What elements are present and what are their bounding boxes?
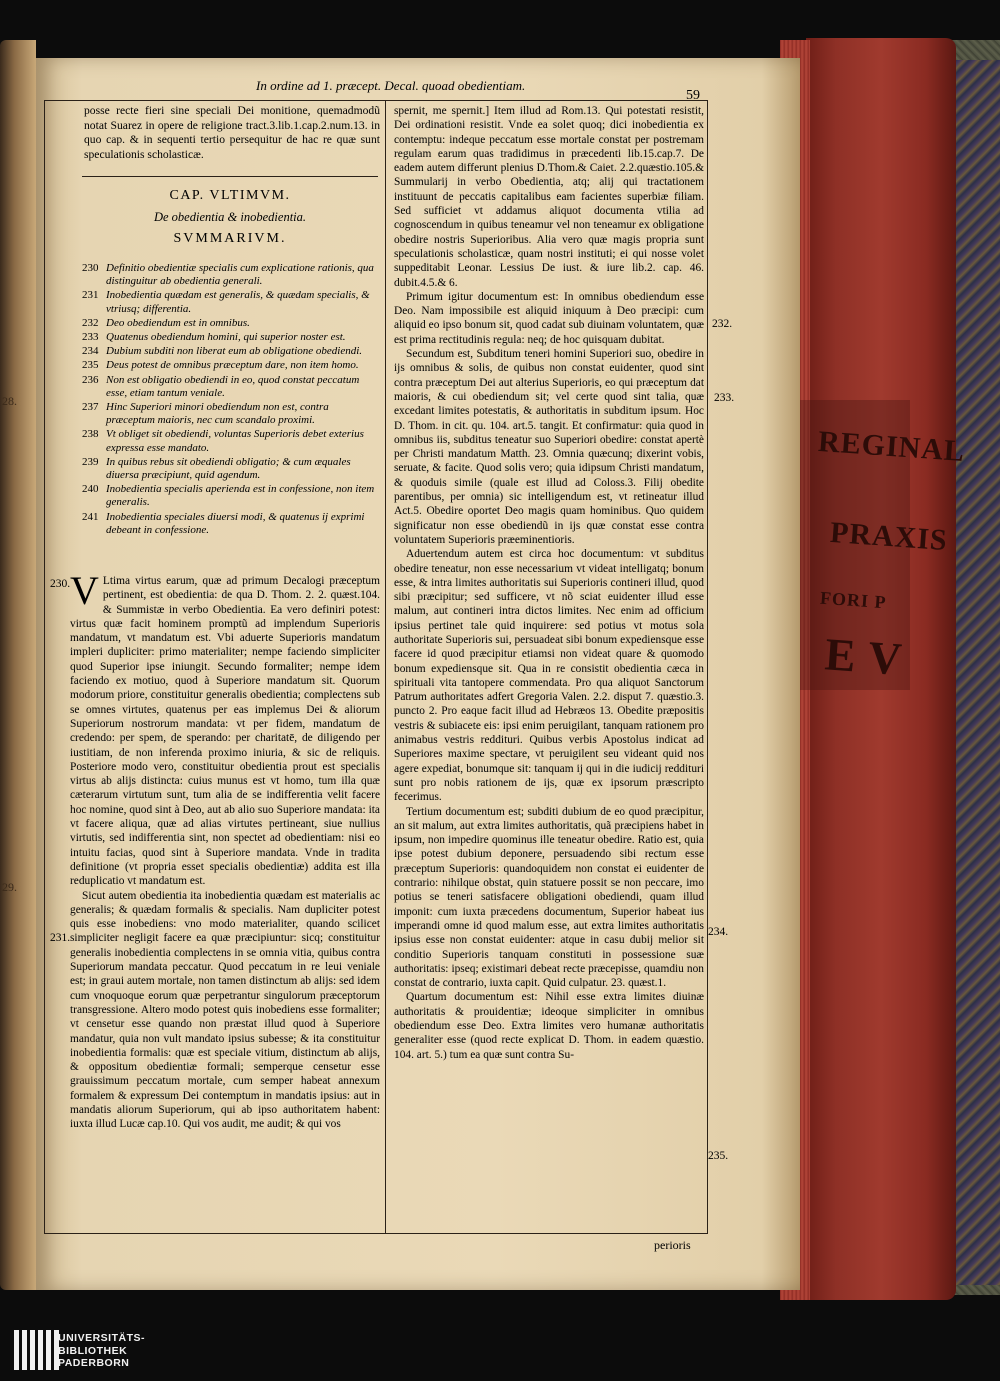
summary-text: Quatenus obediendum homini, qui superior noster est. — [106, 331, 346, 344]
summary-number: 241 — [82, 510, 99, 523]
chapter-heading — [90, 188, 370, 247]
paragraph: Sicut autem obedientia ita inobedientia quædam est materialis ac generalis; & quædam formalis & specialis. Nam dupliciter potest quis esse inobediens: vno modo materialiter, quando scilicet simpliciter negligit facere ea quæ præcipiuntur: sicq; constituitur generalis inobedientia complectens in se omnia vitia, quibus contra Superiorum mandata peccatur. Quod peccatum in re leui veniale est; in graui autem mortale, non tamen distinctum ab alijs: sed idem cum vnoquoque eorum quæ perpetrantur singulorum præceptorum transgressione. Altero modo potest quis inobediens esse formaliter; vt censetur esse quando non præstat illud quod à Superiore mandatur, quia non vult mandato ipsius subesse; & ita constituitur inobedientia formalis: quæ est speciale vitium, distinctum ab alijs, & oppositum obedientiæ formali; semperque censetur esse grauissimum peccatum mortale, cum semper habeat annexum formalem & expressum Dei contemptum in mandatis ipsius: aut in mandatis aliorum Superiorum, qui ab ipso authoritatem habent: iuxta illud Lucæ cap.10. Qui vos audit, me audit; & qui vos — [70, 889, 380, 1131]
summary-item — [82, 374, 380, 400]
summary-number: 237 — [82, 401, 99, 414]
summary-number: 231 — [82, 289, 99, 302]
page-number: 59 — [686, 88, 700, 103]
paragraph: Secundum est, Subditum teneri homini Superiori suo, obedire in ijs omnibus & solis, de quibus non constat euidenter, quod sint contra præceptum Dei aut alterius Superioris, eo qui præceptum dat maioris, & cui obediendum sit; vel certe quod sint talia, quæ excedant limites potestatis, & authoritatis in subditum ipsum. Hoc D. Thom. in cit. qu. 104. art.5. tangit. Et confirmatur: quia quod in omnibus iis, subditus teneatur suo Superiori obedire: constat apertè per Christi mandatum Matth. 23. Omnia quæcunq; dixerint vobis, seruate, & facite. Quod solis vero; quia idipsum Christi mandatum, & quoduis simile (quale est illud ad Coloss.3. Filij obedite parentibus, per omnia) sic intelligendum est, vt retineatur illud Act.5. Obedire oportet Deo magis quam hominibus. Quo quidem significatur non esse obediendũ in ijs quæ constat esse contra voluntatem Superioris præeminentioris. — [394, 348, 704, 546]
margin-number: 233. — [714, 392, 735, 404]
left-column-body — [70, 568, 380, 1132]
library-name-line: PADERBORN — [58, 1357, 130, 1369]
library-logo-text — [58, 1332, 145, 1370]
paragraph: Quartum documentum est: Nihil esse extra limites diuinæ authoritatis & prouidentiæ; ideoque simpliciter in omnibus obediendum esse Deo. Extra limites vero humanæ authoritatis generaliter esse (quod recte explicat D. Thom. in eadem quæstio. 104. art. 5.) tum ea quæ sunt contra Su- — [394, 991, 704, 1061]
library-name-line: BIBLIOTHEK — [58, 1344, 128, 1357]
paragraph — [70, 568, 380, 889]
chapter-title: CAP. VLTIMVM. — [169, 188, 291, 203]
summary-text: Inobedientia speciales diuersi modi, & quatenus ij exprimi debeant in confessione. — [106, 510, 365, 536]
column-divider — [385, 100, 386, 1234]
summary-text: Inobedientia specialis aperienda est in confessione, non item generalis. — [106, 483, 375, 509]
paragraph-text: Ltima virtus earum, quæ ad primum Decalogi præceptum pertinent, est obedientia: de qua D. Thom. 2. 2. quæst.104. & Summistæ in verbo Obedientia. Ea vero definiri potest: virtus quæ facit hominem promptũ ad implendum Superioris mandatum, vt mandatum est. Vbi aduerte Superioris mandatum impleri dupliciter: primo materialiter; nempe faciendo simpliciter quod Superior ipse iniungit. Secundo formaliter; nempe idem faciendo ex motiuo, quod à Superiore mandatum sit. Quorum modorum priore, constituitur generalis obedientia; complectens sub se omnes virtutes, quatenus per eas implemus Dei & aliorum Superiorum nostrorum mandata: vt per fidem, mandatum de credendo: per spem, de sperando: per charitatē, de diligendo per iustitiam, de non inferenda proximo iniuria, & sic de reliquis. Posteriore modo vero, constituitur obedientia prout est specialis virtus ab alijs distincta: cuius munus est vt homo, tum illa quæ cæterarum virtutum sunt, tum alia de se indifferentia velit facere hoc nomine, quod sint à Deo, aut ab alio suo Superiore mandata: ita vt facere aliqua, quæ ad alias virtutes pertineant, siue nullius virtutis, sed indifferentia sint, non spectet ad obedientiam: nisi eo intuitu facias, quod sint à Superiore mandata. Vnde in tradita definitione (vt propria esset specialis obedientiæ) addita est illa reduplicatio vt mandatum est. — [70, 575, 380, 888]
summary-text: Deo obediendum est in omnibus. — [106, 316, 250, 329]
summary-heading: SVMMARIVM. — [173, 231, 287, 246]
spine-text-line: PRAXIS — [829, 515, 949, 558]
left-page-edge — [0, 40, 36, 1290]
summary-item — [82, 456, 380, 482]
library-logo-mark — [14, 1330, 59, 1370]
running-head: In ordine ad 1. præcept. Decal. quoad obedientiam. — [256, 78, 526, 93]
book-cover-marbled-strip — [955, 60, 1000, 1285]
summary-item — [82, 511, 380, 537]
summary-text: Definitio obedientiæ specialis cum explicatione rationis, qua distinguitur ab obedientia generali. — [106, 262, 374, 288]
summary-text: Vt obliget sit obediendi, voluntas Superioris debet exterius expressa esse mandato. — [106, 428, 364, 454]
summary-list — [82, 262, 380, 538]
library-name-line: UNIVERSITÄTS- — [58, 1332, 146, 1344]
spine-text-line: FORI P — [819, 587, 888, 613]
far-left-margin-number: 29. — [2, 880, 17, 894]
summary-text: Dubium subditi non liberat eum ab obligatione obediendi. — [106, 345, 363, 358]
summary-number: 235 — [82, 359, 99, 372]
section-rule — [82, 176, 378, 177]
right-column-body — [394, 104, 704, 1062]
summary-number: 240 — [82, 483, 99, 496]
summary-item — [82, 345, 380, 358]
summary-item — [82, 359, 380, 372]
paragraph: spernit, me spernit.] Item illud ad Rom.13. Qui potestati resistit, Dei ordinationi resistit. Vnde ea solet quoq; dici inobedientia ex contemptu: indeque peccatum esse mortale constat per postremam regulam earum quas tradidimus in præcedenti lib.15.cap.7. De eadem autem differunt plenius D.Thom.& Caiet. 2.2.quæstio.105.& Summularij in verbo Obedientia, atq; alij qui tractationem instituunt de peccatis capitalibus eam facientes superbiæ filiam. Sed sufficiet vt addamus aliquot documenta vtilia ad cognoscendum in quibus teneamur vel non teneamur ex obligatione obedire nostris Superioribus. Alia vero quæ magis propria sunt speculationis scholasticæ, quam nostri instituti; ei qui nosse volet suppeditabit Leonar. Lessius De iust. & iure lib.2. cap. 46. dubit.4.5.& 6. — [394, 105, 704, 289]
summary-number: 230 — [82, 262, 99, 274]
summary-text: Inobedientia quædam est generalis, & quædam specialis, & vtriusq; differentia. — [106, 289, 370, 315]
paragraph: Aduertendum autem est circa hoc documentum: vt subditus obedire teneatur, non esse necessarium vt videat intelligatq; bonum esse, & intra limites authoritatis sui Superioris contineri illud, quod sibi præcipitur; sed sufficere, vt nõ sciat euidenter illud esse malum, aut contineri intra dictos limites. Nec enim ad officium ipsius pertinet tale quid inquirere: sed potius vt motus sola authoritate Superioris sui, persuadeat sibi bonum expediensque esse facere id quod præcipitur etiamsi non videat quare & quomodo bonum expediensque sit. Qua in re consistit obedientia cæca in spirituali vita tantopere commendata. Pro qua aliquot Sanctorum Patrum authoritates adfert Gregoria Valen. 2.2. disput 7. quæstio.3. puncto 2. Pro eaque facit illud ad Hebræos 13. Obedite præpositis vestris & subiacete eis: ipsi enim peruigilant, tanquam rationem pro animabus vestris reddituri. Quibus verbis Apostolus indicat ad Superiores maxime spectare, vt peruigilent seu videant quid nos agere expediat, bonumque sit: tanquam ij qui in die iudicij reddituri sunt pro nobis rationem de ijs, quæ ex ipsorum præscripto fecerimus. — [394, 548, 704, 804]
margin-number: 232. — [712, 318, 733, 330]
summary-item — [82, 331, 380, 344]
summary-item — [82, 428, 380, 454]
margin-number: 235. — [708, 1150, 729, 1162]
spine-text-line: REGINAL — [817, 424, 967, 469]
summary-text: In quibus rebus sit obediendi obligatio; & cum æquales diuersa præcipiunt, quid agendum. — [106, 455, 351, 482]
summary-item — [82, 262, 380, 288]
spine-text-line: E V — [823, 628, 905, 685]
left-column-top — [84, 104, 380, 162]
summary-number: 232 — [82, 316, 99, 329]
summary-text: Hinc Superiori minori obediendum non est, contra præceptum maioris, nec cum scandalo proximi. — [106, 401, 329, 427]
summary-item — [82, 317, 380, 330]
summary-number: 234 — [82, 345, 99, 358]
catchword: perioris — [654, 1238, 691, 1252]
summary-item — [82, 289, 380, 315]
summary-number: 233 — [82, 331, 99, 344]
margin-number: 230. — [50, 578, 71, 590]
library-logo — [0, 1330, 200, 1380]
summary-number: 236 — [82, 373, 99, 386]
margin-number: 234. — [708, 926, 729, 938]
summary-number: 238 — [82, 428, 99, 441]
far-left-margin-number: 28. — [2, 394, 17, 408]
summary-item — [82, 401, 380, 427]
paragraph: posse recte fieri sine speciali Dei monitione, quemadmodũ notat Suarez in opere de religione tract.3.lib.1.cap.2.num.13. in quo cap. & in sequenti tertio persequitur de hac re quæ sunt speculationis scholasticæ. — [84, 104, 380, 161]
summary-item — [82, 483, 380, 509]
chapter-subtitle: De obedientia & inobedientia. — [153, 210, 307, 224]
summary-number: 239 — [82, 455, 99, 468]
paragraph: Primum igitur documentum est: In omnibus obediendum esse Deo. Nam impossibile est aliquid iniquum à Deo præcipi: cum aliquid eo ipso bonum sit, quod cadat sub diuinam voluntatem, quæ est prima rectitudinis regula: neq; de hoc quisquam dubitat. — [394, 290, 704, 346]
summary-text: Deus potest de omnibus præceptum dare, non item homo. — [106, 359, 359, 372]
margin-number: 231. — [50, 932, 71, 944]
summary-text: Non est obligatio obediendi in eo, quod constat peccatum esse, etiam tantum veniale. — [106, 373, 360, 399]
paragraph: Tertium documentum est; subditi dubium de eo quod præcipitur, an sit malum, aut extra limites authoritatis, quã præcipiens habet in ipsum, non impedire quominus ille teneatur obedire. Ratio est, quia ipse potest dubium deponere, persuadendo sibi rectum esse præceptum Superioris: quandoquidem non constat ei euidenter de contrario: nihilque obstat, quin statuere possit se non peccare, imo potius se teneri satisfacere obligationi obediendi, quam illud imponit: cum iuxta præcedens documentum, Superior habeat ius imperandi omne id quod malum esse, aut extra limites authoritatis ipsius esse non constat euidenter: atque in casu dubij melior sit conditio Superioris tanquam constituti in possessione suæ authoritatis: ipseq; existimari debeat recte præcepisse, quamdiu non constat de contrario, iuxta capit. Quid culpatur. 23. quæst.1. — [394, 805, 704, 990]
drop-cap: V — [70, 568, 99, 613]
